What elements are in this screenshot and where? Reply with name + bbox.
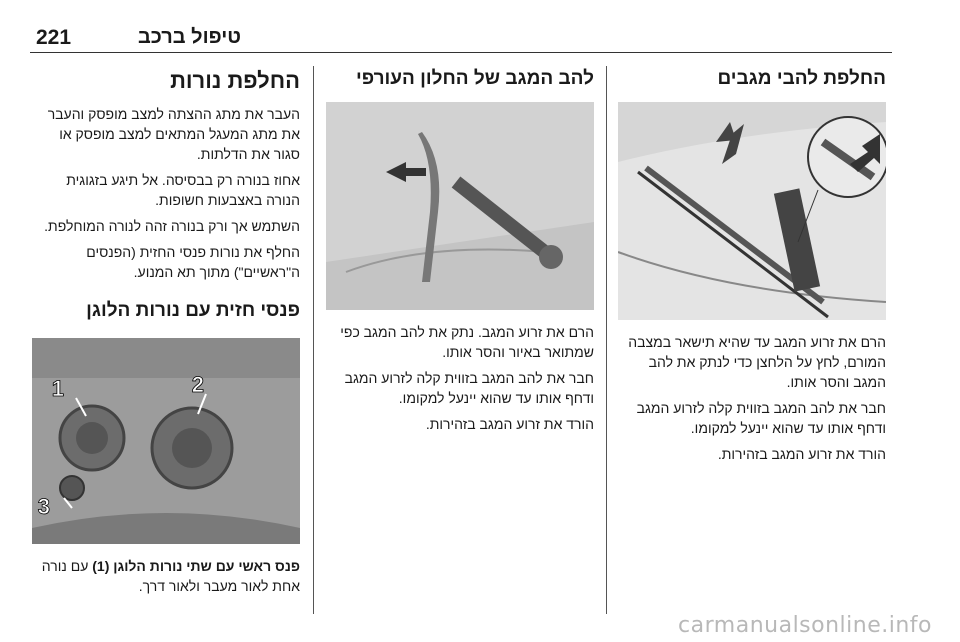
paragraph: הורד את זרוע המגב בזהירות.	[425, 416, 594, 432]
rear-wiper-photo	[326, 102, 594, 310]
wiper-blade-photo	[618, 102, 886, 320]
paragraph: אחוז בנורה רק בבסיסה. אל תיגע בזגוגית הנורה באצבעות חשופות.	[66, 172, 300, 208]
headlamp-photo	[32, 338, 300, 544]
subsection-title: פנסי חזית עם נורות הלוגן	[86, 300, 300, 321]
section-rear-wiper	[326, 66, 594, 434]
paragraph: השתמש אך ורק בנורה זהה לנורה המוחלפת.	[44, 218, 300, 234]
paragraph: הורד את זרוע המגב בזהירות.	[717, 446, 886, 462]
caption-bold: פנס ראשי עם שתי נורות הלוגן (1)	[92, 558, 300, 574]
section-wiper-blades	[618, 66, 886, 464]
column-divider	[606, 66, 607, 614]
page-header	[30, 26, 892, 53]
page-number: 221	[36, 26, 72, 49]
paragraph: חבר את להב המגב בזווית קלה לזרוע המגב ודחף אותו עד שהוא יינעל למקומו.	[344, 370, 594, 406]
callout-1: 1	[51, 376, 64, 401]
paragraph: הרם את זרוע המגב עד שהיא תישאר במצבה המורם, לחץ על הלחצן כדי לנתק את להב המגב והסר אותו.	[628, 334, 886, 390]
column-divider	[313, 66, 314, 614]
caption-text: עם נורה אחת לאור מעבר ולאור דרך.	[41, 558, 300, 594]
section-title: להב המגב של החלון העורפי	[356, 68, 594, 89]
paragraph: החלף את נורות פנסי החזית (הפנסים ה"ראשיים") מתוך תא המנוע.	[86, 244, 300, 280]
running-title: טיפול ברכב	[138, 26, 242, 48]
callout-2: 2	[191, 372, 204, 397]
section-title: החלפת נורות	[170, 68, 300, 93]
paragraph: הרם את זרוע המגב. נתק את להב המגב כפי שמתואר באיור והסר אותו.	[340, 324, 594, 360]
paragraph: חבר את להב המגב בזווית קלה לזרוע המגב ודחף אותו עד שהוא יינעל למקומו.	[636, 400, 886, 436]
callout-3: 3	[37, 494, 50, 519]
section-bulb-replacement	[32, 66, 300, 596]
section-title: החלפת להבי מגבים	[717, 68, 886, 89]
figure-caption	[32, 556, 300, 596]
paragraph: העבר את מתג ההצתה למצב מופסק והעבר את מתג המעגל המתאים למצב מופסק או סגור את הדלתות.	[47, 106, 300, 162]
watermark: carmanualsonline.info	[678, 613, 932, 638]
